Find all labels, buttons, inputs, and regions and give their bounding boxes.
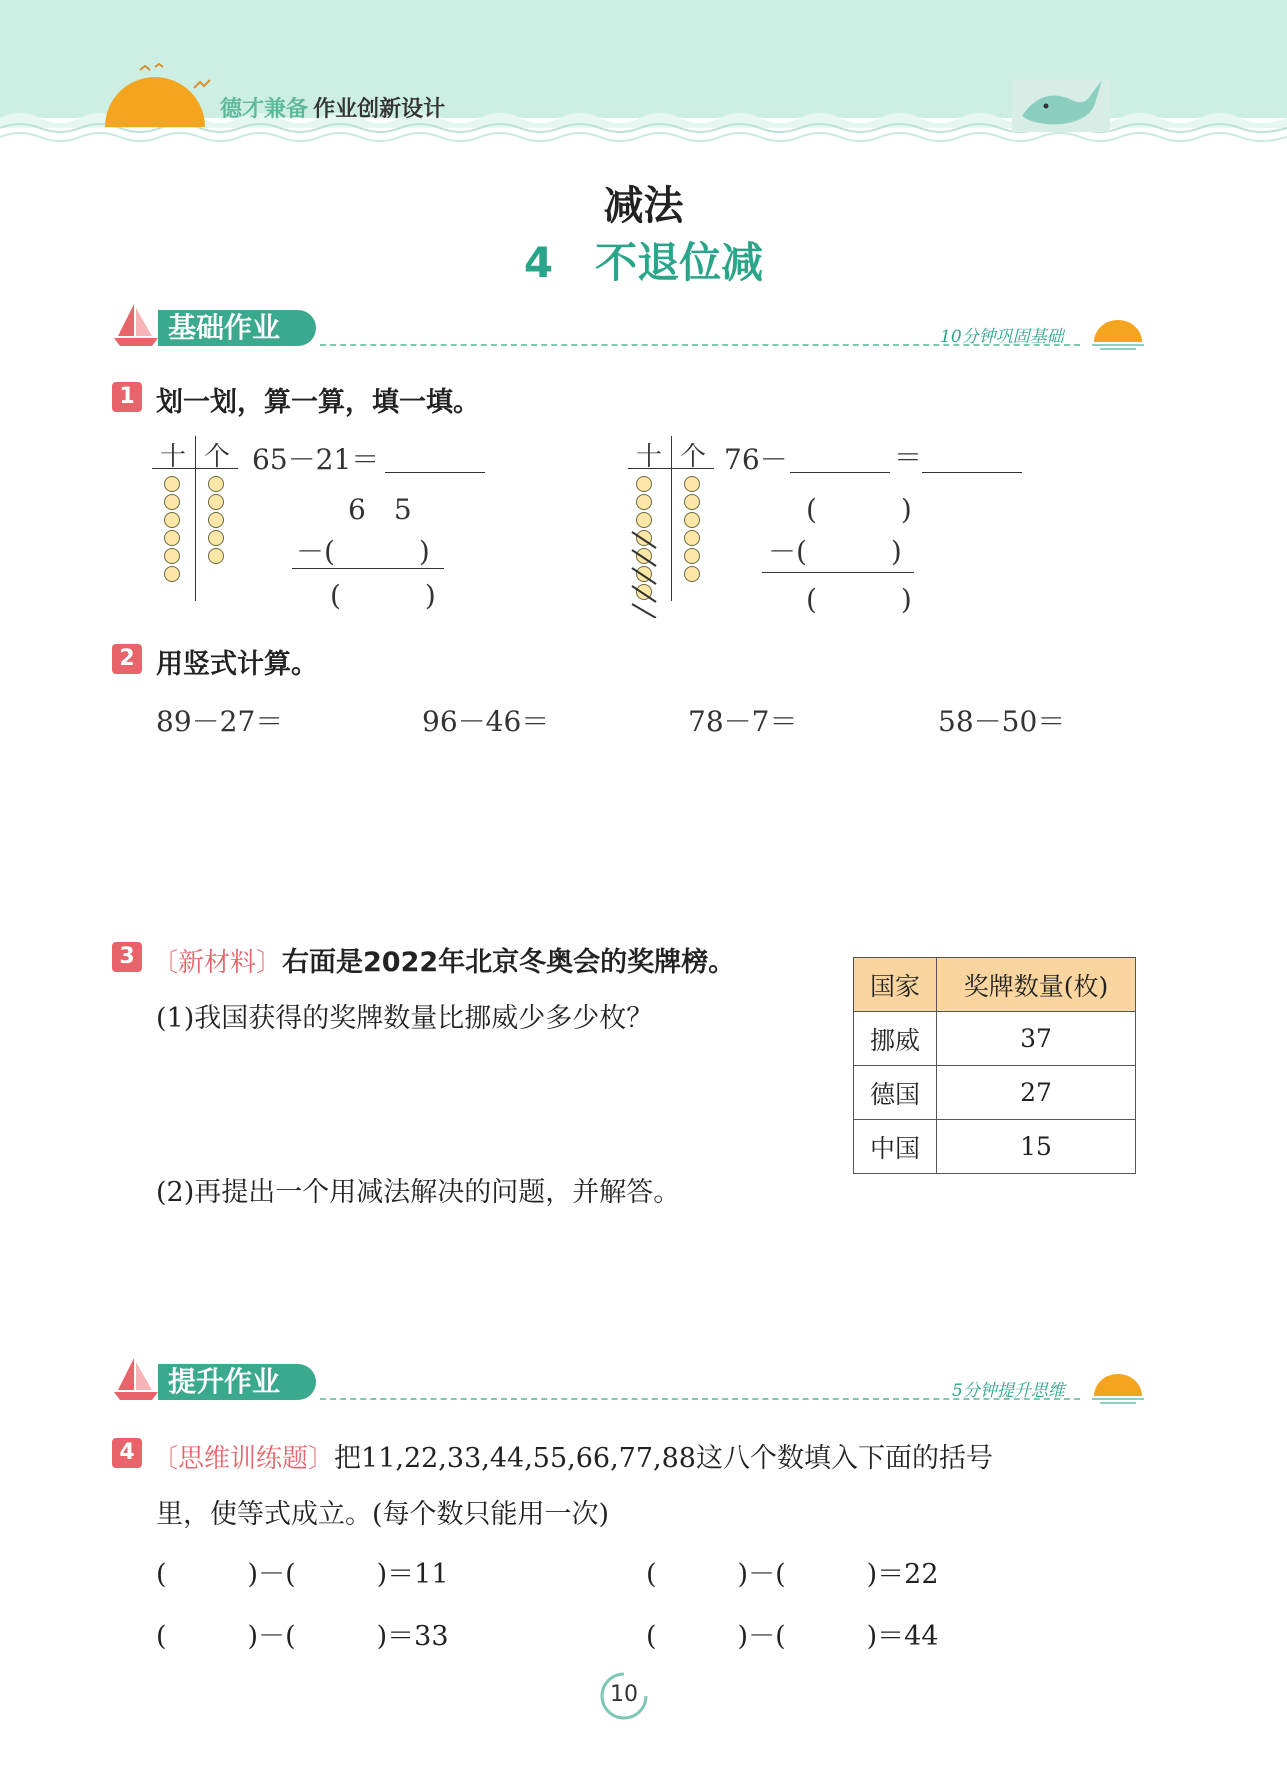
bead — [164, 566, 180, 582]
bead — [684, 476, 700, 492]
question-3-stem — [152, 940, 735, 979]
medal-table-country: 中国 — [854, 1120, 937, 1174]
bead — [684, 512, 700, 528]
abacus-divider — [671, 436, 672, 601]
brand-dark-text: 作业创新设计 — [313, 97, 446, 122]
question-3-sub1: (1)我国获得的奖牌数量比挪威少多少枚？ — [156, 1003, 654, 1034]
table-row — [854, 1012, 1136, 1066]
bead — [164, 476, 180, 492]
bead — [208, 494, 224, 510]
table-row — [854, 1120, 1136, 1174]
bead — [684, 566, 700, 582]
question-1-number: 1 — [112, 382, 142, 412]
question-3-sub2: (2)再提出一个用减法解决的问题，并解答。 — [156, 1177, 681, 1208]
medal-table-country: 德国 — [854, 1066, 937, 1120]
page-number: 10 — [610, 1682, 638, 1707]
question-3-number: 3 — [112, 942, 142, 972]
bead-column-ones — [208, 476, 224, 566]
bead — [164, 548, 180, 564]
bead — [164, 494, 180, 510]
bird-icon — [192, 78, 212, 92]
bead — [208, 530, 224, 546]
q1-right-result-row[interactable]: ( ) — [806, 583, 912, 616]
table-row — [854, 1066, 1136, 1120]
abacus-left — [152, 432, 242, 602]
sailboat-icon — [112, 302, 160, 348]
q1-right-expression: 76－ — [724, 443, 788, 476]
abacus-divider — [195, 436, 196, 601]
section-label-advanced-text: 提升作业 — [168, 1365, 281, 1398]
section-label-basic-text: 基础作业 — [168, 311, 281, 344]
question-4-text-line1: 把11,22,33,44,55,66,77,88这八个数填入下面的括号 — [334, 1443, 993, 1474]
q1-left-top-digits: 6 5 — [348, 493, 412, 526]
bead — [208, 512, 224, 528]
q1-left-line — [292, 568, 444, 569]
sunset-icon — [1090, 1366, 1146, 1406]
q2-problem: 89－27＝ — [156, 705, 284, 738]
crossed-out-marks — [630, 528, 658, 618]
q4-equation[interactable]: ( )－( )＝44 — [646, 1621, 939, 1652]
medal-table-count: 27 — [937, 1066, 1136, 1120]
q1-right-subtrahend-blank[interactable] — [790, 444, 890, 473]
bead — [684, 494, 700, 510]
bead — [208, 548, 224, 564]
medal-table — [853, 957, 1136, 1174]
section-label-basic — [158, 310, 316, 346]
abacus-tens-label: 十 — [636, 442, 663, 472]
q4-equation[interactable]: ( )－( )＝33 — [156, 1621, 449, 1652]
bead-column-ones — [684, 476, 700, 584]
medal-table-count: 15 — [937, 1120, 1136, 1174]
question-1-text: 划一划，算一算，填一填。 — [156, 387, 480, 418]
question-4-stem — [152, 1436, 993, 1475]
medal-table-header: 国家 — [854, 958, 937, 1012]
q4-equation[interactable]: ( )－( )＝22 — [646, 1559, 939, 1590]
q2-problem: 96－46＝ — [422, 705, 550, 738]
bead — [208, 476, 224, 492]
section-note-advanced: 5分钟提升思维 — [952, 1381, 1065, 1401]
question-4-number: 4 — [112, 1438, 142, 1468]
question-2-text: 用竖式计算。 — [156, 649, 318, 680]
question-4-tag: 〔思维训练题〕 — [152, 1444, 335, 1474]
q4-equation[interactable]: ( )－( )＝11 — [156, 1559, 449, 1590]
abacus-right — [628, 432, 718, 622]
sun-icon — [100, 62, 210, 132]
question-3-tag: 〔新材料〕 — [152, 948, 283, 978]
question-2-number: 2 — [112, 644, 142, 674]
q1-right-top-row[interactable]: ( ) — [806, 493, 912, 526]
abacus-ones-label: 个 — [680, 442, 707, 472]
bead — [636, 494, 652, 510]
bead-column-tens — [164, 476, 180, 584]
page-title: 减法 — [603, 183, 684, 229]
brand — [220, 92, 445, 123]
bead — [684, 530, 700, 546]
bead — [636, 476, 652, 492]
bead — [684, 548, 700, 564]
sunset-icon — [1090, 312, 1146, 352]
medal-table-header-row — [854, 958, 1136, 1012]
sailboat-icon — [112, 1356, 160, 1402]
q1-right-line — [762, 572, 914, 573]
medal-table-count: 37 — [937, 1012, 1136, 1066]
q1-left-expression: 65－21＝ — [252, 443, 380, 476]
bead — [164, 530, 180, 546]
q2-problem: 58－50＝ — [938, 705, 1066, 738]
q1-right-equals: ＝ — [894, 441, 923, 474]
q1-left-answer-blank[interactable] — [385, 444, 485, 473]
medal-table-header: 奖牌数量(枚) — [937, 958, 1136, 1012]
bead — [636, 512, 652, 528]
abacus-tens-label: 十 — [160, 442, 187, 472]
question-4-text-line2: 里，使等式成立。(每个数只能用一次) — [156, 1499, 610, 1530]
page-subtitle: 4 不退位减 — [523, 238, 764, 287]
bead — [164, 512, 180, 528]
question-3-text: 右面是2022年北京冬奥会的奖牌榜。 — [282, 947, 736, 978]
abacus-ones-label: 个 — [204, 442, 231, 472]
section-label-advanced — [158, 1364, 316, 1400]
section-note-basic: 10分钟巩固基础 — [940, 327, 1064, 347]
q1-right-answer-blank[interactable] — [922, 444, 1022, 473]
q2-problem: 78－7＝ — [688, 705, 798, 738]
brand-green-text: 德才兼备 — [220, 97, 309, 122]
q1-left-minus-row[interactable]: －( ) — [296, 535, 430, 568]
q1-left-result-row[interactable]: ( ) — [330, 579, 436, 612]
q1-right-minus-row[interactable]: －( ) — [768, 535, 902, 568]
whale-icon — [1012, 76, 1112, 134]
medal-table-country: 挪威 — [854, 1012, 937, 1066]
